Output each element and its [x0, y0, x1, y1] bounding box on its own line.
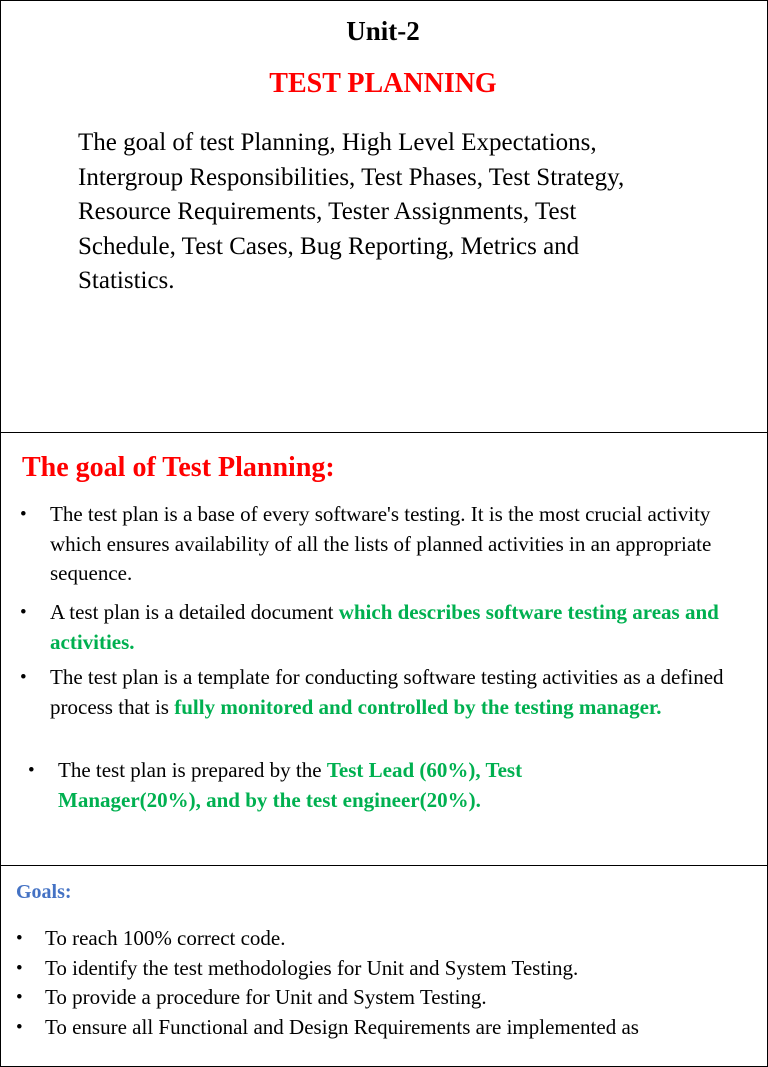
bullet-icon: •	[16, 957, 23, 979]
unit-heading: Unit-2	[346, 16, 420, 46]
slide-title: TEST PLANNING	[269, 68, 497, 99]
bullet-icon: •	[16, 1016, 23, 1038]
goals-list	[16, 924, 765, 1042]
bullet-highlight: which describes software testing areas and activities.	[50, 600, 719, 654]
bullet-icon: •	[16, 987, 23, 1008]
list-item: • To reach 100% correct code.	[45, 924, 765, 954]
bullet-icon: •	[20, 602, 27, 623]
intro-paragraph: The goal of test Planning, High Level Expectations, Intergroup Responsibilities, Test Phases, Test Strategy, Resource Requirements, Tester Assignments, Test Schedule, Test Cases, Bug Reporting, Metrics and Statistics.	[78, 129, 625, 294]
bullet-highlight: Test Lead (60%), Test Manager(20%), and by the test engineer(20%).	[58, 758, 523, 812]
goals-label: Goals:	[16, 881, 72, 903]
bullet-icon: •	[28, 760, 35, 781]
bullet-icon: •	[20, 667, 27, 688]
bullet-item	[20, 500, 740, 589]
bullet-text: The test plan is a base of every software's testing. It is the most crucial activity which ensures availability of all the lists of planned activities in an appropriate sequence.	[50, 502, 712, 585]
goal-heading: The goal of Test Planning:	[22, 452, 335, 483]
bullet-text: The test plan is a template for conducting software testing activities as a defined process that is	[50, 665, 724, 719]
bullet-item	[20, 663, 750, 722]
list-item: • To provide a procedure for Unit and System Testing.	[45, 983, 765, 1013]
bullet-icon: •	[20, 504, 27, 525]
bullet-text: The test plan is prepared by the	[58, 758, 327, 782]
bullet-text: A test plan is a detailed document	[50, 600, 339, 624]
bullet-item	[20, 598, 740, 657]
bullet-item	[28, 756, 618, 815]
list-item: • To identify the test methodologies for Unit and System Testing.	[45, 954, 765, 984]
bullet-icon: •	[16, 928, 23, 949]
list-item: • To ensure all Functional and Design Requirements are implemented as	[45, 1013, 765, 1043]
bullet-highlight: fully monitored and controlled by the testing manager.	[174, 694, 662, 719]
